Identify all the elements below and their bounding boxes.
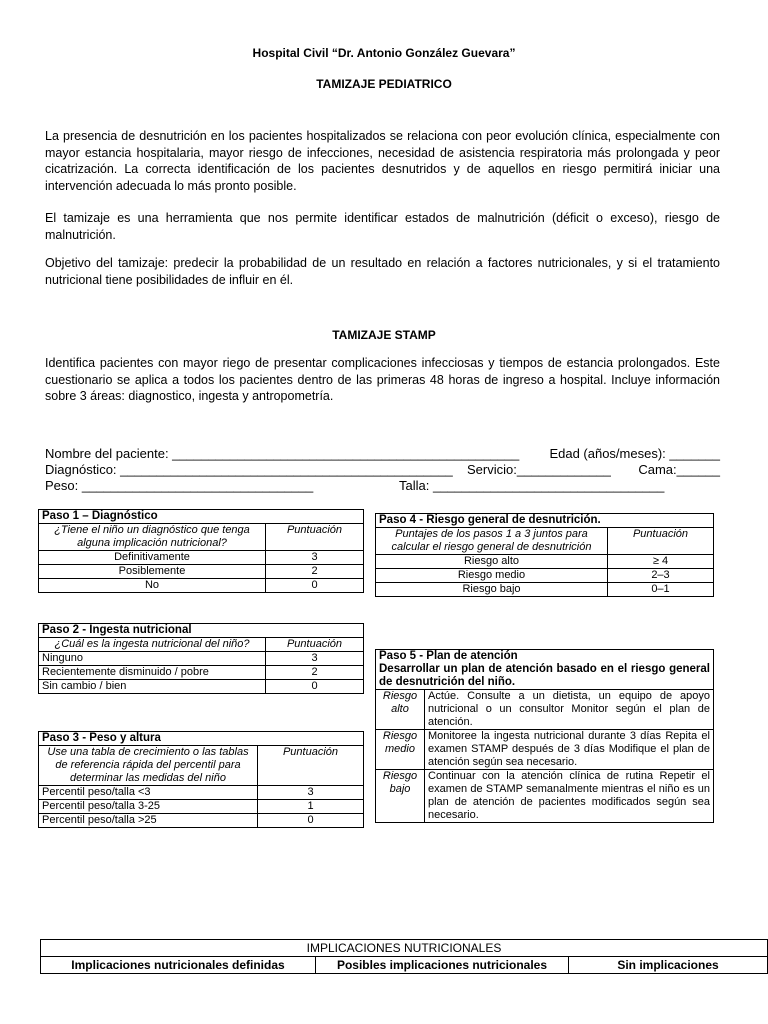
table-row bbox=[376, 569, 714, 583]
row-label: No bbox=[39, 579, 266, 593]
row-score: 0 bbox=[258, 814, 364, 828]
intro-paragraph-1: La presencia de desnutrición en los pacientes hospitalizados se relaciona con peor evolución clínica, especialmente con mayor estancia hospitalaria, mayor riesgo de infecciones, necesidad de asistencia respiratoria más prolongada y peor cicatrización. La correcta identificación de los pacientes desnutridos y de aquellos en riesgo permitirá iniciar una intervención adecuada lo más pronto posible. bbox=[45, 129, 720, 193]
table-row bbox=[376, 770, 714, 823]
paso4-question: Puntajes de los pasos 1 a 3 juntos para calcular el riesgo general de desnutrición bbox=[376, 528, 608, 555]
row-score: 2–3 bbox=[608, 569, 714, 583]
row-score: 3 bbox=[266, 652, 364, 666]
table-row bbox=[39, 551, 364, 565]
table-row bbox=[376, 583, 714, 597]
row-score: 2 bbox=[266, 666, 364, 680]
weight-field[interactable]: Peso: ________________________________ bbox=[45, 478, 314, 493]
row-score: 3 bbox=[258, 786, 364, 800]
paso1-question: ¿Tiene el niño un diagnóstico que tenga alguna implicación nutricional? bbox=[39, 524, 266, 551]
row-label: Definitivamente bbox=[39, 551, 266, 565]
row-label: Posiblemente bbox=[39, 565, 266, 579]
row-score: 0 bbox=[266, 680, 364, 694]
row-label: Sin cambio / bien bbox=[39, 680, 266, 694]
risk-action: Continuar con la atención clínica de rutina Repetir el examen de STAMP semanalmente mientras el niño es un plan de atención de pacientes modificados según sea necesario. bbox=[425, 770, 714, 823]
intro-paragraph-2: El tamizaje es una herramienta que nos permite identificar estados de malnutrición (déficit o exceso), riesgo de malnutrición. bbox=[45, 211, 720, 242]
paso5-subtitle: Desarrollar un plan de atención basado en el riesgo general de desnutrición del niño. bbox=[379, 663, 710, 688]
table-row bbox=[39, 800, 364, 814]
row-label: Riesgo bajo bbox=[376, 583, 608, 597]
col-sin: Sin implicaciones bbox=[569, 957, 768, 974]
paso4-table bbox=[375, 513, 714, 597]
col-posibles: Posibles implicaciones nutricionales bbox=[316, 957, 569, 974]
paso5-header bbox=[376, 650, 714, 690]
paso3-score-header: Puntuación bbox=[258, 746, 364, 786]
paso4-title: Paso 4 - Riesgo general de desnutrición. bbox=[376, 514, 714, 528]
paso2-question: ¿Cuál es la ingesta nutricional del niño? bbox=[39, 638, 266, 652]
row-score: 0 bbox=[266, 579, 364, 593]
risk-action: Monitoree la ingesta nutricional durante 3 días Repita el examen STAMP después de 3 días Modifique el plan de atención según sea necesario. bbox=[425, 730, 714, 770]
table-row bbox=[39, 652, 364, 666]
paso4-score-header: Puntuación bbox=[608, 528, 714, 555]
row-label: Percentil peso/talla >25 bbox=[39, 814, 258, 828]
risk-action: Actúe. Consulte a un dietista, un equipo de apoyo nutricional o un consultor Monitor según el plan de atención. bbox=[425, 690, 714, 730]
row-label: Riesgo alto bbox=[376, 555, 608, 569]
risk-label: Riesgo bajo bbox=[376, 770, 425, 823]
paso2-table bbox=[38, 623, 364, 694]
diagnosis-field[interactable]: Diagnóstico: ______________________________________________ bbox=[45, 462, 453, 477]
table-row bbox=[376, 730, 714, 770]
paso2-score-header: Puntuación bbox=[266, 638, 364, 652]
row-score: ≥ 4 bbox=[608, 555, 714, 569]
paso2-title: Paso 2 - Ingesta nutricional bbox=[39, 624, 364, 638]
table-row bbox=[39, 814, 364, 828]
row-label: Percentil peso/talla 3-25 bbox=[39, 800, 258, 814]
table-row bbox=[39, 680, 364, 694]
col-definidas: Implicaciones nutricionales definidas bbox=[41, 957, 316, 974]
row-label: Ninguno bbox=[39, 652, 266, 666]
intro-paragraph-3: Objetivo del tamizaje: predecir la probabilidad de un resultado en relación a factores nutricionales, y si el tratamiento nutricional tiene posibilidades de influir en él. bbox=[45, 256, 720, 287]
stamp-description: Identifica pacientes con mayor riego de presentar complicaciones infecciosas y tiempos de estancia prolongados. Este cuestionario se aplica a todos los pacientes dentro de las primeras 48 horas de ingreso a hospital. Incluye información sobre 3 áreas: diagnostico, ingesta y antropometría. bbox=[45, 356, 720, 403]
paso3-title: Paso 3 - Peso y altura bbox=[39, 732, 364, 746]
table-row bbox=[39, 786, 364, 800]
paso1-title: Paso 1 – Diagnóstico bbox=[39, 510, 364, 524]
paso3-question: Use una tabla de crecimiento o las tablas de referencia rápida del percentil para determinar las medidas del niño bbox=[39, 746, 258, 786]
bed-field[interactable]: Cama:______ bbox=[638, 462, 720, 477]
risk-label: Riesgo alto bbox=[376, 690, 425, 730]
paso5-title: Paso 5 - Plan de atención bbox=[379, 650, 518, 662]
table-row bbox=[376, 555, 714, 569]
stamp-title: TAMIZAJE STAMP bbox=[332, 328, 436, 342]
table-row bbox=[39, 579, 364, 593]
document-title: TAMIZAJE PEDIATRICO bbox=[316, 77, 452, 91]
row-label: Riesgo medio bbox=[376, 569, 608, 583]
risk-label: Riesgo medio bbox=[376, 730, 425, 770]
table-row bbox=[376, 690, 714, 730]
paso3-table bbox=[38, 731, 364, 828]
row-score: 3 bbox=[266, 551, 364, 565]
table-row bbox=[39, 666, 364, 680]
row-score: 1 bbox=[258, 800, 364, 814]
patient-name-field[interactable]: Nombre del paciente: ________________________________________________ bbox=[45, 446, 520, 461]
hospital-name: Hospital Civil “Dr. Antonio González Guevara” bbox=[252, 46, 516, 60]
table-row bbox=[39, 565, 364, 579]
row-label: Recientemente disminuido / pobre bbox=[39, 666, 266, 680]
height-field[interactable]: Talla: ________________________________ bbox=[399, 478, 665, 493]
implicaciones-title: IMPLICACIONES NUTRICIONALES bbox=[41, 940, 768, 957]
paso1-table bbox=[38, 509, 364, 593]
age-field[interactable]: Edad (años/meses): _______ bbox=[549, 446, 720, 461]
implicaciones-table bbox=[40, 939, 768, 974]
row-label: Percentil peso/talla <3 bbox=[39, 786, 258, 800]
row-score: 0–1 bbox=[608, 583, 714, 597]
row-score: 2 bbox=[266, 565, 364, 579]
paso5-table bbox=[375, 649, 714, 823]
service-field[interactable]: Servicio:_____________ bbox=[467, 462, 611, 477]
paso1-score-header: Puntuación bbox=[266, 524, 364, 551]
